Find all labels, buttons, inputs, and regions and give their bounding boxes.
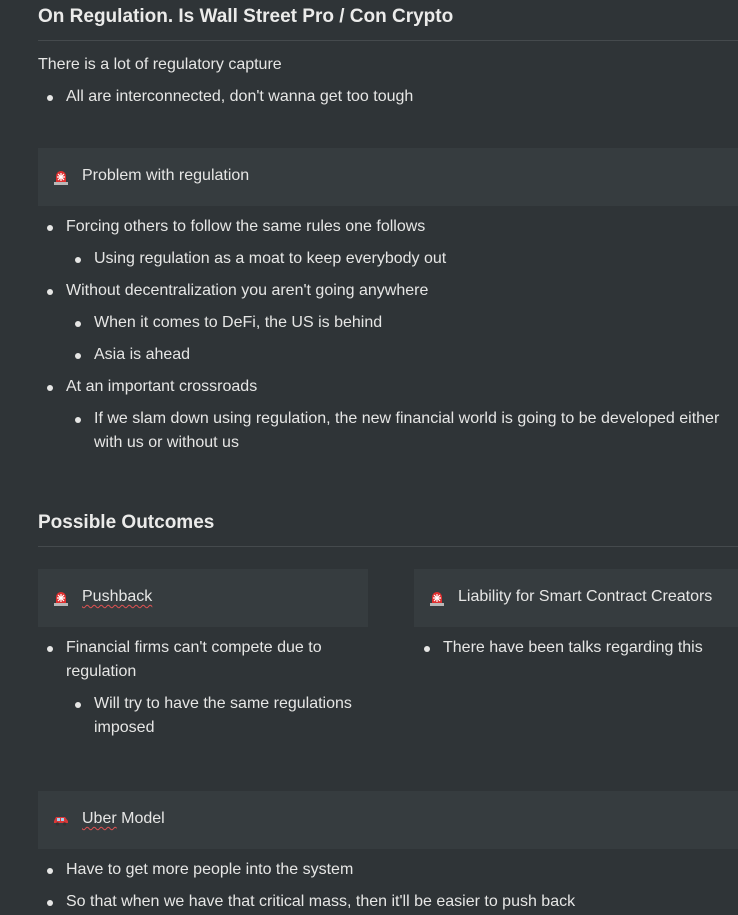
list-item[interactable]: Financial firms can't compete due to regulation [66,639,322,680]
list-item[interactable]: Will try to have the same regulations imposed [94,695,352,736]
siren-icon [53,589,69,607]
bullet-dot [75,417,81,423]
list-item[interactable]: At an important crossroads [66,378,258,395]
bullet-dot [47,385,53,391]
callout-pushback[interactable] [38,569,368,627]
callout-label: Problem with regulation [82,167,250,184]
heading-possible-outcomes[interactable]: Possible Outcomes [38,512,215,533]
list-item[interactable]: Using regulation as a moat to keep everybody out [94,250,447,267]
list-item[interactable]: There have been talks regarding this [443,639,703,656]
callout-label: Pushback [82,588,153,605]
siren-icon [429,589,445,607]
list-item[interactable]: Forcing others to follow the same rules one follows [66,218,426,235]
list-item[interactable]: All are interconnected, don't wanna get too tough [66,88,414,105]
list-item[interactable]: Asia is ahead [94,346,191,363]
bullet-dot [75,702,81,708]
siren-icon [53,168,69,186]
bullet-dot [47,289,53,295]
intro-paragraph[interactable]: There is a lot of regulatory capture [38,56,282,73]
callout-label-uber: Uber [82,810,117,827]
list-item[interactable]: If we slam down using regulation, the new financial world is going to be developed either with us or without us [94,410,720,451]
heading-divider [38,546,738,547]
bullet-dot [47,868,53,874]
bullet-dot [75,257,81,263]
callout-label [82,810,165,828]
callout-problem-with-regulation[interactable] [38,148,738,206]
list-item[interactable]: Have to get more people into the system [66,861,354,878]
heading-on-regulation[interactable]: On Regulation. Is Wall Street Pro / Con Crypto [38,6,454,27]
bullet-dot [75,321,81,327]
callout-label-model: Model [116,810,165,827]
list-item[interactable]: When it comes to DeFi, the US is behind [94,314,383,331]
callout-liability[interactable] [414,569,738,627]
list-item[interactable]: Without decentralization you aren't going anywhere [66,282,429,299]
bullet-dot [424,646,430,652]
callout-uber-model[interactable] [38,791,738,849]
bullet-dot [47,95,53,101]
bullet-dot [47,900,53,906]
list-item[interactable]: So that when we have that critical mass, then it'll be easier to push back [66,893,576,910]
bullet-dot [47,225,53,231]
car-icon [53,811,69,829]
heading-divider [38,40,738,41]
bullet-dot [47,646,53,652]
bullet-dot [75,353,81,359]
callout-label: Liability for Smart Contract Creators [458,588,713,605]
